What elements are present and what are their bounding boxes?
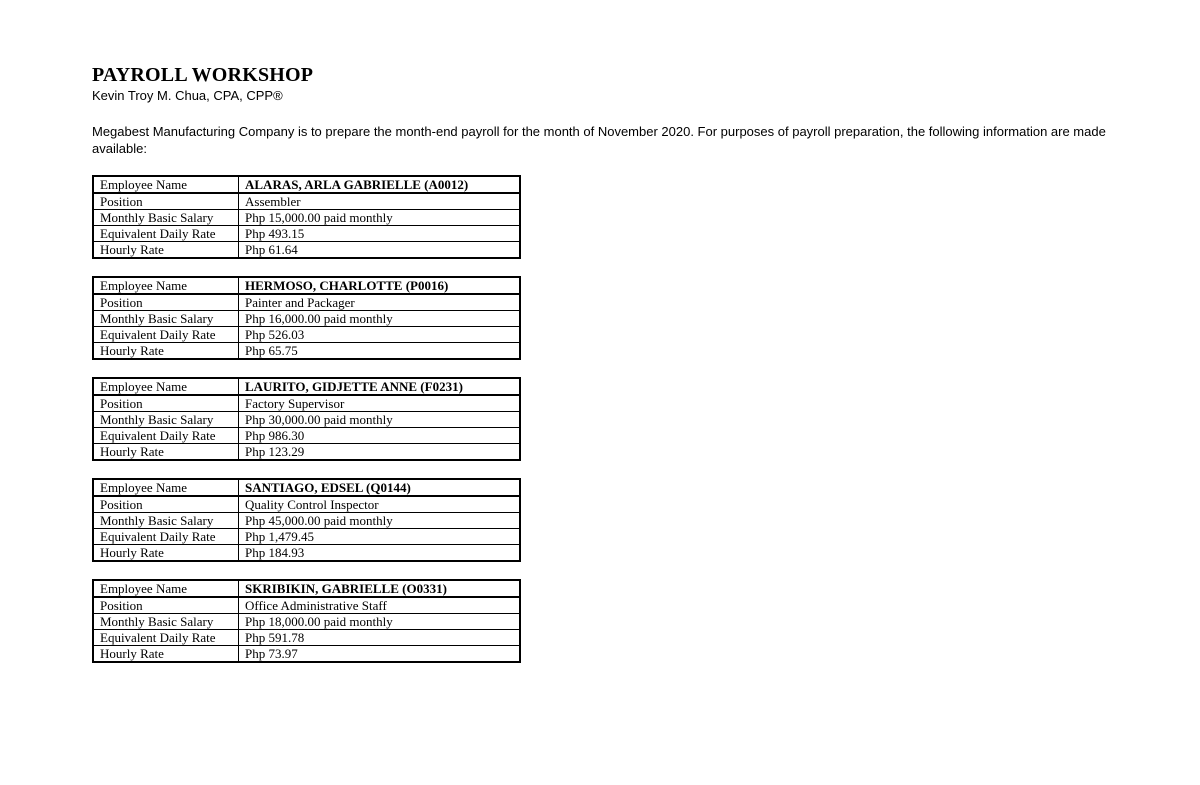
daily-rate-value: Php 986.30 — [239, 428, 521, 444]
employee-name-label: Employee Name — [93, 277, 239, 294]
salary-label: Monthly Basic Salary — [93, 210, 239, 226]
table-row — [93, 580, 520, 597]
employee-name-label: Employee Name — [93, 176, 239, 193]
employee-name-value: SANTIAGO, EDSEL (Q0144) — [239, 479, 521, 496]
daily-rate-label: Equivalent Daily Rate — [93, 529, 239, 545]
table-row — [93, 378, 520, 395]
employee-table — [92, 175, 521, 259]
table-row — [93, 226, 520, 242]
table-row — [93, 193, 520, 210]
position-label: Position — [93, 294, 239, 311]
hourly-rate-label: Hourly Rate — [93, 343, 239, 360]
position-value: Quality Control Inspector — [239, 496, 521, 513]
hourly-rate-value: Php 184.93 — [239, 545, 521, 562]
salary-label: Monthly Basic Salary — [93, 311, 239, 327]
position-label: Position — [93, 395, 239, 412]
employee-name-value: LAURITO, GIDJETTE ANNE (F0231) — [239, 378, 521, 395]
table-row — [93, 513, 520, 529]
table-row — [93, 327, 520, 343]
table-row — [93, 545, 520, 562]
salary-value: Php 18,000.00 paid monthly — [239, 614, 521, 630]
salary-value: Php 45,000.00 paid monthly — [239, 513, 521, 529]
hourly-rate-label: Hourly Rate — [93, 646, 239, 663]
hourly-rate-value: Php 73.97 — [239, 646, 521, 663]
table-row — [93, 395, 520, 412]
table-row — [93, 294, 520, 311]
table-row — [93, 479, 520, 496]
daily-rate-value: Php 591.78 — [239, 630, 521, 646]
table-row — [93, 496, 520, 513]
position-label: Position — [93, 597, 239, 614]
table-row — [93, 614, 520, 630]
hourly-rate-label: Hourly Rate — [93, 444, 239, 461]
employee-table — [92, 276, 521, 360]
document-title: PAYROLL WORKSHOP — [92, 64, 314, 86]
daily-rate-value: Php 526.03 — [239, 327, 521, 343]
hourly-rate-label: Hourly Rate — [93, 545, 239, 562]
position-value: Factory Supervisor — [239, 395, 521, 412]
employee-table — [92, 377, 521, 461]
hourly-rate-value: Php 65.75 — [239, 343, 521, 360]
table-row — [93, 343, 520, 360]
salary-value: Php 30,000.00 paid monthly — [239, 412, 521, 428]
salary-label: Monthly Basic Salary — [93, 513, 239, 529]
position-label: Position — [93, 193, 239, 210]
employee-name-value: HERMOSO, CHARLOTTE (P0016) — [239, 277, 521, 294]
salary-label: Monthly Basic Salary — [93, 614, 239, 630]
salary-value: Php 15,000.00 paid monthly — [239, 210, 521, 226]
employee-name-value: SKRIBIKIN, GABRIELLE (O0331) — [239, 580, 521, 597]
table-row — [93, 277, 520, 294]
hourly-rate-value: Php 123.29 — [239, 444, 521, 461]
salary-value: Php 16,000.00 paid monthly — [239, 311, 521, 327]
table-row — [93, 176, 520, 193]
author-line: Kevin Troy M. Chua, CPA, CPP® — [92, 88, 283, 103]
table-row — [93, 412, 520, 428]
table-row — [93, 210, 520, 226]
position-label: Position — [93, 496, 239, 513]
document-page — [92, 62, 1122, 680]
employee-table — [92, 579, 521, 663]
table-row — [93, 428, 520, 444]
daily-rate-label: Equivalent Daily Rate — [93, 226, 239, 242]
table-row — [93, 597, 520, 614]
employee-name-value: ALARAS, ARLA GABRIELLE (A0012) — [239, 176, 521, 193]
table-row — [93, 242, 520, 259]
employee-name-label: Employee Name — [93, 378, 239, 395]
position-value: Assembler — [239, 193, 521, 210]
table-row — [93, 529, 520, 545]
table-row — [93, 630, 520, 646]
table-row — [93, 444, 520, 461]
daily-rate-label: Equivalent Daily Rate — [93, 327, 239, 343]
employee-tables — [92, 175, 1122, 663]
position-value: Painter and Packager — [239, 294, 521, 311]
employee-name-label: Employee Name — [93, 580, 239, 597]
intro-paragraph: Megabest Manufacturing Company is to prepare the month-end payroll for the month of November 2020. For purposes of payroll preparation, the following information are made available: — [92, 124, 1106, 156]
employee-table — [92, 478, 521, 562]
daily-rate-label: Equivalent Daily Rate — [93, 428, 239, 444]
table-row — [93, 646, 520, 663]
position-value: Office Administrative Staff — [239, 597, 521, 614]
daily-rate-value: Php 493.15 — [239, 226, 521, 242]
employee-name-label: Employee Name — [93, 479, 239, 496]
daily-rate-value: Php 1,479.45 — [239, 529, 521, 545]
hourly-rate-label: Hourly Rate — [93, 242, 239, 259]
daily-rate-label: Equivalent Daily Rate — [93, 630, 239, 646]
salary-label: Monthly Basic Salary — [93, 412, 239, 428]
hourly-rate-value: Php 61.64 — [239, 242, 521, 259]
table-row — [93, 311, 520, 327]
